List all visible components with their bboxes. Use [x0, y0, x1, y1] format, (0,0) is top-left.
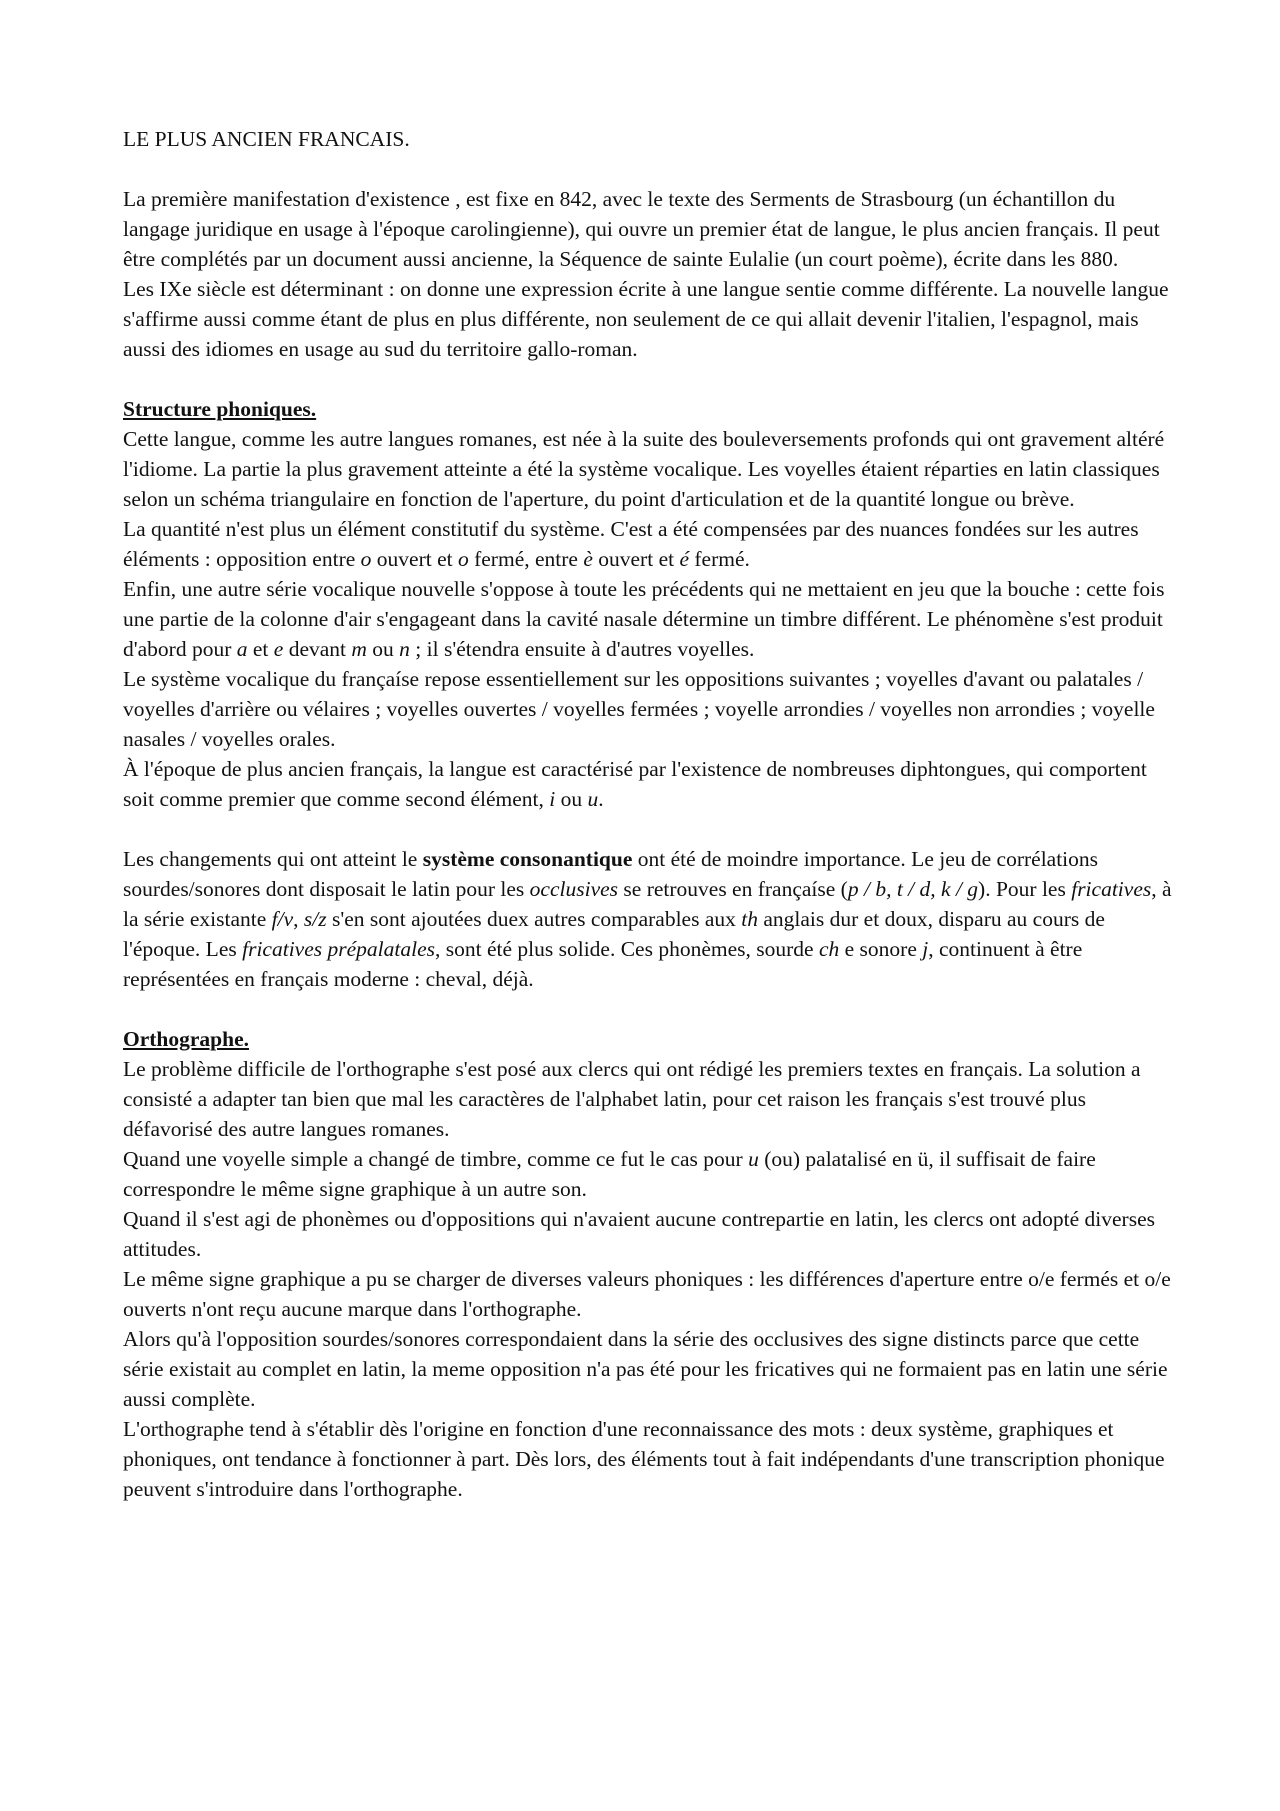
spacer — [123, 994, 1173, 1024]
document-title: LE PLUS ANCIEN FRANCAIS. — [123, 127, 410, 151]
structure-paragraph-1: Cette langue, comme les autre langues romanes, est née à la suite des bouleversements profonds qui ont gravement altéré l'idiome. La partie la plus gravement atteinte a été la système vocalique. Les voyelles étaient réparties en latin classiques selon un schéma triangulaire en fonction de l'aperture, du point d'articulation et de la quantité longue ou brève. — [123, 427, 1165, 511]
orthographe-paragraph-2: Quand une voyelle simple a changé de timbre, comme ce fut le cas pour u (ou) palatalisé en ü, il suffisait de faire correspondre le même signe graphique à un autre son. — [123, 1147, 1096, 1201]
spacer — [123, 364, 1173, 394]
structure-paragraph-2: La quantité n'est plus un élément constitutif du système. C'est a été compensées par des nuances fondées sur les autres éléments : opposition entre o ouvert et o fermé, entre è ouvert et é fermé. — [123, 517, 1139, 571]
section-heading-structure: Structure phoniques. — [123, 397, 317, 421]
intro-paragraph-1: La première manifestation d'existence , est fixe en 842, avec le texte des Serments de Strasbourg (un échantillon du langage juridique en usage à l'époque carolingienne), qui ouvre un premier état de langue, le plus ancien français. Il peut être complétés par un document aussi ancienne, la Séquence de sainte Eulalie (un court poème), écrite dans les 880. — [123, 187, 1160, 271]
document-page — [123, 124, 1173, 1504]
spacer — [123, 154, 1173, 184]
orthographe-paragraph-1: Le problème difficile de l'orthographe s'est posé aux clercs qui ont rédigé les premiers textes en français. La solution a consisté a adapter tan bien que mal les caractères de l'alphabet latin, pour cet raison les français s'est trouvé plus défavorisé des autre langues romanes. — [123, 1057, 1141, 1141]
orthographe-paragraph-3: Quand il s'est agi de phonèmes ou d'oppositions qui n'avaient aucune contrepartie en latin, les clercs ont adopté diverses attitudes. — [123, 1207, 1155, 1261]
orthographe-paragraph-5: Alors qu'à l'opposition sourdes/sonores correspondaient dans la série des occlusives des signe distincts parce que cette série existait au complet en latin, la meme opposition n'a pas été pour les fricatives qui ne formaient pas en latin une série aussi complète. — [123, 1327, 1168, 1411]
orthographe-paragraph-6: L'orthographe tend à s'établir dès l'origine en fonction d'une reconnaissance des mots : deux système, graphiques et phoniques, ont tendance à fonctionner à part. Dès lors, des éléments tout à fait indépendants d'une transcription phonique peuvent s'introduire dans l'orthographe. — [123, 1417, 1165, 1501]
spacer — [123, 814, 1173, 844]
structure-paragraph-5: À l'époque de plus ancien français, la langue est caractérisé par l'existence de nombreuses diphtongues, qui comportent soit comme premier que comme second élément, i ou u. — [123, 757, 1147, 811]
structure-paragraph-3: Enfin, une autre série vocalique nouvelle s'oppose à toute les précédents qui ne mettaient en jeu que la bouche : cette fois une partie de la colonne d'air s'engageant dans la cavité nasale détermine un timbre différent. Le phénomène s'est produit d'abord pour a et e devant m ou n ; il s'étendra ensuite à d'autres voyelles. — [123, 577, 1165, 661]
orthographe-paragraph-4: Le même signe graphique a pu se charger de diverses valeurs phoniques : les différences d'aperture entre o/e fermés et o/e ouverts n'ont reçu aucune marque dans l'orthographe. — [123, 1267, 1171, 1321]
section-heading-orthographe: Orthographe. — [123, 1027, 250, 1051]
structure-paragraph-4: Le système vocalique du françaíse repose essentiellement sur les oppositions suivantes ; voyelles d'avant ou palatales / voyelles d'arrière ou vélaires ; voyelles ouvertes / voyelles fermées ; voyelle arrondies / voyelles non arrondies ; voyelle nasales / voyelles orales. — [123, 667, 1155, 751]
intro-paragraph-2: Les IXe siècle est déterminant : on donne une expression écrite à une langue sentie comme différente. La nouvelle langue s'affirme aussi comme étant de plus en plus différente, non seulement de ce qui allait devenir l'italien, l'espagnol, mais aussi des idiomes en usage au sud du territoire gallo-roman. — [123, 277, 1169, 361]
consonants-paragraph: Les changements qui ont atteint le système consonantique ont été de moindre importance. Le jeu de corrélations sourdes/sonores dont disposait le latin pour les occlusives se retrouves en françaíse (p / b, t / d, k / g). Pour les fricatives, à la série existante f/v, s/z s'en sont ajoutées duex autres comparables aux th anglais dur et doux, disparu au cours de l'époque. Les fricatives prépalatales, sont été plus solide. Ces phonèmes, sourde ch e sonore j, continuent à être représentées en français moderne : cheval, déjà. — [123, 847, 1172, 991]
